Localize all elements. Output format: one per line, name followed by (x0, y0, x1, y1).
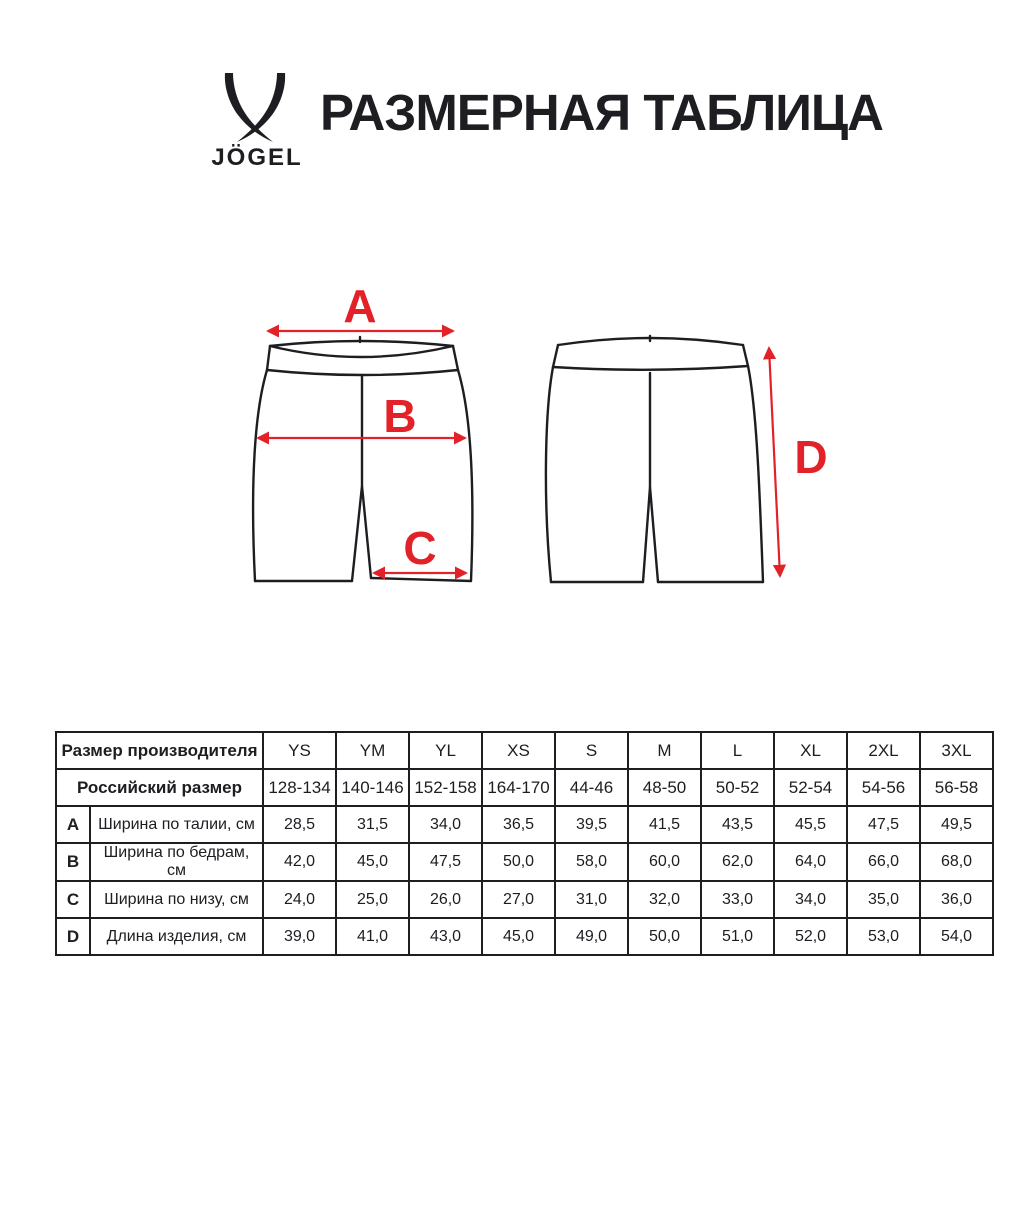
measure-value: 25,0 (336, 881, 409, 918)
russian-size-row (56, 769, 993, 806)
measurement-row-c (56, 881, 993, 918)
russian-size-row-value: 44-46 (555, 769, 628, 806)
measure-value: 24,0 (263, 881, 336, 918)
size-table-container (55, 731, 993, 956)
russian-size-row-value: 152-158 (409, 769, 482, 806)
measure-value: 47,5 (409, 843, 482, 881)
measure-value: 42,0 (263, 843, 336, 881)
russian-size-row-value: 50-52 (701, 769, 774, 806)
russian-size-row-label: Российский размер (56, 769, 263, 806)
measure-value: 45,0 (482, 918, 555, 955)
measure-value: 58,0 (555, 843, 628, 881)
measure-key: C (56, 881, 90, 918)
measure-arrow-length (769, 348, 780, 576)
measure-value: 41,0 (336, 918, 409, 955)
measure-value: 51,0 (701, 918, 774, 955)
measure-value: 64,0 (774, 843, 847, 881)
measure-value: 31,5 (336, 806, 409, 843)
producer-size-row (56, 732, 993, 769)
measure-value: 27,0 (482, 881, 555, 918)
measure-value: 45,5 (774, 806, 847, 843)
shorts-measurement-diagram (0, 270, 1024, 610)
measure-value: 66,0 (847, 843, 920, 881)
russian-size-row-value: 164-170 (482, 769, 555, 806)
measure-value: 50,0 (482, 843, 555, 881)
measure-value: 53,0 (847, 918, 920, 955)
measure-value: 28,5 (263, 806, 336, 843)
russian-size-row-value: 56-58 (920, 769, 993, 806)
measure-value: 62,0 (701, 843, 774, 881)
measure-value: 47,5 (847, 806, 920, 843)
producer-size-row-value: L (701, 732, 774, 769)
producer-size-row-value: 3XL (920, 732, 993, 769)
measurement-row-b (56, 843, 993, 881)
measure-value: 32,0 (628, 881, 701, 918)
russian-size-row-value: 140-146 (336, 769, 409, 806)
russian-size-row-value: 48-50 (628, 769, 701, 806)
producer-size-row-label: Размер производителя (56, 732, 263, 769)
jogel-logo-icon (222, 73, 288, 143)
measure-value: 50,0 (628, 918, 701, 955)
measure-value: 34,0 (774, 881, 847, 918)
measure-label-a: A (343, 280, 377, 332)
producer-size-row-value: YM (336, 732, 409, 769)
measure-value: 68,0 (920, 843, 993, 881)
measure-name: Ширина по бедрам, см (90, 843, 263, 881)
size-table (55, 731, 994, 956)
measure-value: 41,5 (628, 806, 701, 843)
measurement-row-d (56, 918, 993, 955)
producer-size-row-value: M (628, 732, 701, 769)
measure-name: Ширина по талии, см (90, 806, 263, 843)
measurement-row-a (56, 806, 993, 843)
measure-key: D (56, 918, 90, 955)
measure-key: A (56, 806, 90, 843)
measure-value: 43,5 (701, 806, 774, 843)
measure-value: 36,5 (482, 806, 555, 843)
russian-size-row-value: 54-56 (847, 769, 920, 806)
brand-logo (198, 70, 316, 172)
measure-label-c: C (403, 522, 437, 574)
measure-label-d: D (794, 431, 828, 483)
producer-size-row-value: XS (482, 732, 555, 769)
measure-value: 43,0 (409, 918, 482, 955)
measure-value: 31,0 (555, 881, 628, 918)
measure-value: 36,0 (920, 881, 993, 918)
measure-value: 54,0 (920, 918, 993, 955)
measure-name: Ширина по низу, см (90, 881, 263, 918)
measure-value: 35,0 (847, 881, 920, 918)
producer-size-row-value: S (555, 732, 628, 769)
producer-size-row-value: 2XL (847, 732, 920, 769)
russian-size-row-value: 52-54 (774, 769, 847, 806)
shorts-front-outline (253, 337, 472, 581)
measure-value: 33,0 (701, 881, 774, 918)
page-title: РАЗМЕРНАЯ ТАБЛИЦА (320, 84, 884, 141)
measure-value: 52,0 (774, 918, 847, 955)
measure-value: 49,0 (555, 918, 628, 955)
producer-size-row-value: XL (774, 732, 847, 769)
measure-key: B (56, 843, 90, 881)
measure-label-b: B (383, 390, 417, 442)
shorts-back-outline (546, 336, 763, 582)
measure-value: 39,0 (263, 918, 336, 955)
measure-value: 60,0 (628, 843, 701, 881)
producer-size-row-value: YL (409, 732, 482, 769)
brand-name: JÖGEL (211, 144, 303, 171)
measure-name: Длина изделия, см (90, 918, 263, 955)
measure-value: 26,0 (409, 881, 482, 918)
measure-value: 39,5 (555, 806, 628, 843)
russian-size-row-value: 128-134 (263, 769, 336, 806)
measure-value: 45,0 (336, 843, 409, 881)
producer-size-row-value: YS (263, 732, 336, 769)
measure-value: 49,5 (920, 806, 993, 843)
measure-value: 34,0 (409, 806, 482, 843)
